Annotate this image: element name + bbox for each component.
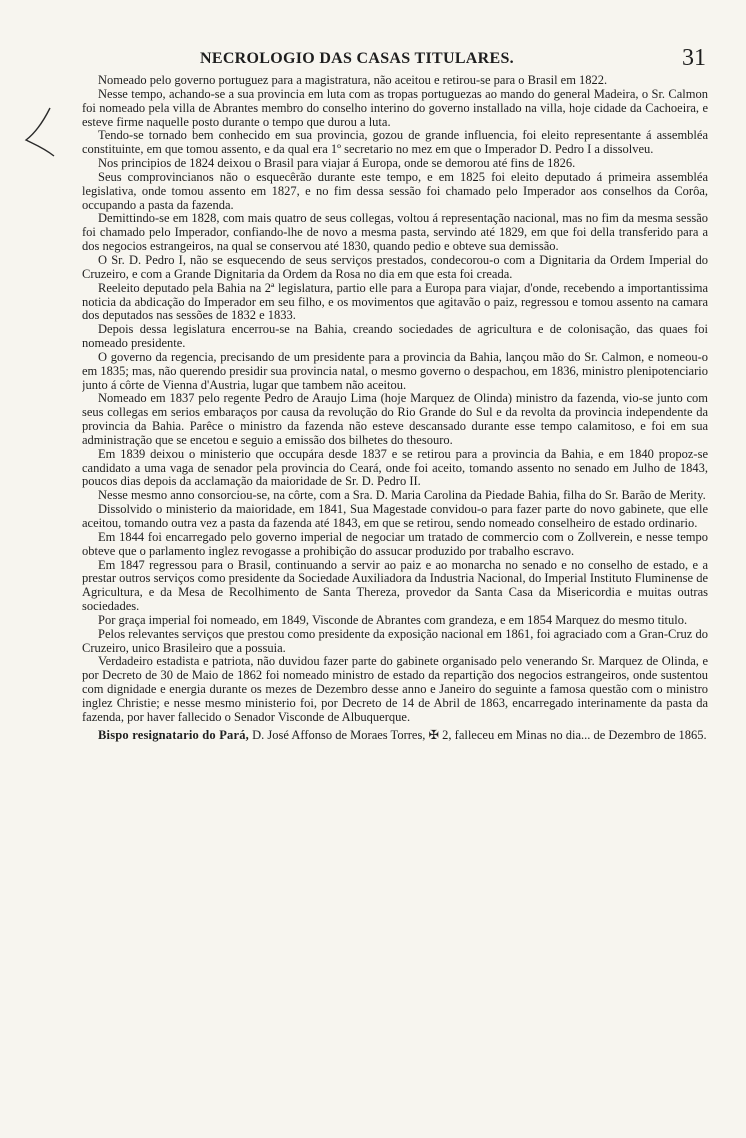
paragraph: Nomeado pelo governo portuguez para a magistratura, não aceitou e retirou-se para o Brasil em 1822.: [98, 74, 608, 87]
paragraph: Verdadeiro estadista e patriota, não duvidou fazer parte do gabinete organisado pelo venerando Sr. Marquez de Olinda, e por Decreto de 30 de Maio de 1862 foi nomeado ministro de estado da repartição dos negocios estrangeiros, onde sustentou com dignidade e energia durante os mezes de Dezembro desse anno e Janeiro do seguinte a famosa questão com o ministro inglez Christie; e nesse mesmo ministerio foi, por Decreto de 14 de Abril de 1863, encarregado interinamente da pasta da fazenda, por haver fallecido o Senador Visconde de Albuquerque.: [82, 654, 708, 724]
paragraph: Nos principios de 1824 deixou o Brasil para viajar á Europa, onde se demorou até fins de 1826.: [98, 156, 576, 171]
paragraph: O Sr. D. Pedro I, não se esquecendo de seus serviços prestados, condecorou-o com a Dignitaria da Ordem Imperial do Cruzeiro, e com a Grande Dignitaria da Ordem da Rosa no dia em que esta foi creada.: [82, 252, 708, 281]
paragraph: Em 1839 deixou o ministerio que occupára desde 1837 e se retirou para a provincia da Bahia, e em 1840 propoz-se candidato a uma vaga de senador pela provincia do Ceará, onde foi aceito, tomando assento no senado em Julho de 1843, poucos dias depois da acclamação da maioridade de Sr. D. Pedro II.: [82, 446, 708, 489]
paragraph: Seus comprovincianos não o esquecêrão durante este tempo, e em 1825 foi eleito deputado á primeira assembléa legislativa, onde tomou assento em 1827, e no fim dessa sessão foi chamado pelo Imperador aos conselhos da Corôa, occupando a pasta da fazenda.: [82, 169, 708, 212]
paragraph: Demittindo-se em 1828, com mais quatro de seus collegas, voltou á representação nacional, mas no fim da mesma sessão foi chamado pelo Imperador, confiando-lhe de novo a mesma pasta, servindo até 1829, em que foi della transferido para a dos negocios estrangeiros, na qual se conservou até 1830, quando pedio e obteve sua demissão.: [82, 211, 708, 254]
page-title: NECROLOGIO DAS CASAS TITULARES.: [200, 50, 514, 67]
paragraph: Nomeado em 1837 pelo regente Pedro de Araujo Lima (hoje Marquez de Olinda) ministro da fazenda, vio-se junto com seus collegas em serios embaraços por causa da revolução do Rio Grande do Sul e da revolta da provincia independente da provincia da Bahia. Parêce o ministro da fazenda não esteve descansado durante esse tempo calamitoso, e foi em sua administração que se encetou e seguio a emissão dos bilhetes do thesouro.: [82, 391, 708, 447]
paragraph: Nesse mesmo anno consorciou-se, na côrte, com a Sra. D. Maria Carolina da Piedade Bahia, filha do Sr. Barão de Merity.: [98, 488, 706, 503]
margin-bracket-mark: [22, 106, 62, 166]
article-body: [82, 74, 708, 1124]
obituary-lead: Bispo resignatario do Pará,: [98, 727, 250, 742]
paragraph: Reeleito deputado pela Bahia na 2ª legislatura, partio elle para a Europa para viajar, d'onde, recebendo a importantissima noticia da abdicação do Imperador em seu filho, e os movimentos que agitavão o paiz, regressou e tomou assento na camara dos deputados nas sessões de 1832 e 1833.: [82, 280, 708, 323]
paragraph: Pelos relevantes serviços que prestou como presidente da exposição nacional em 1861, foi agraciado com a Gran-Cruz do Cruzeiro, unico Brasileiro que a possuia.: [82, 626, 708, 655]
paragraph: Tendo-se tornado bem conhecido em sua provincia, gozou de grande influencia, foi eleito representante á assembléa constituinte, em que tomou assento, e da qual era 1º secretario no mez em que o Imperador D. Pedro I a dissolveu.: [82, 128, 708, 157]
paragraph: Dissolvido o ministerio da maioridade, em 1841, Sua Magestade convidou-o para fazer parte do novo gabinete, que elle aceitou, tomando outra vez a pasta da fazenda até 1843, em que se retirou, sendo nomeado conselheiro de estado ordinario.: [82, 502, 708, 530]
paragraph: Em 1844 foi encarregado pelo governo imperial de negociar um tratado de commercio com o Zollverein, e nesse tempo obteve que o parlamento inglez revogasse a prohibição do assucar produzido por trabalho escravo.: [82, 529, 708, 558]
paragraph: Nesse tempo, achando-se a sua provincia em luta com as tropas portuguezas ao mando do general Madeira, o Sr. Calmon foi nomeado pela villa de Abrantes membro do conselho interino do governo installado na villa, hoje cidade da Cachoeira, e esteve firme naquelle posto durante o tempo que durou a luta.: [82, 86, 708, 129]
paragraph: Por graça imperial foi nomeado, em 1849, Visconde de Abrantes com grandeza, e em 1854 Marquez do mesmo titulo.: [98, 612, 688, 627]
paragraph: Em 1847 regressou para o Brasil, continuando a servir ao paiz e ao monarcha no senado e no conselho de estado, e a prestar outros serviços como presidente da Sociedade Auxiliadora da Industria Nacional, do Imperial Instituto Fluminense de Agricultura, e da Mesa de Recolhimento de Santa Thereza, provedor da Santa Casa da Misericordia e muitas outras sociedades.: [82, 557, 708, 614]
obituary-entry: [82, 729, 708, 743]
obituary-text: D. José Affonso de Moraes Torres, ✠ 2, falleceu em Minas no dia... de Dezembro de 1865.: [249, 727, 707, 742]
paragraph: Depois dessa legislatura encerrou-se na Bahia, creando sociedades de agricultura e de colonisação, das quaes foi nomeado presidente.: [82, 322, 708, 351]
page-header: [200, 45, 706, 74]
page-number: 31: [682, 45, 706, 71]
paragraph: O governo da regencia, precisando de um presidente para a provincia da Bahia, lançou mão do Sr. Calmon, e nomeou-o em 1835; mas, não querendo presidir sua provincia natal, o mesmo governo o despachou, em 1836, ministro plenipotenciario junto á côrte de Vienna d'Austria, lugar que tambem não aceitou.: [82, 349, 708, 392]
